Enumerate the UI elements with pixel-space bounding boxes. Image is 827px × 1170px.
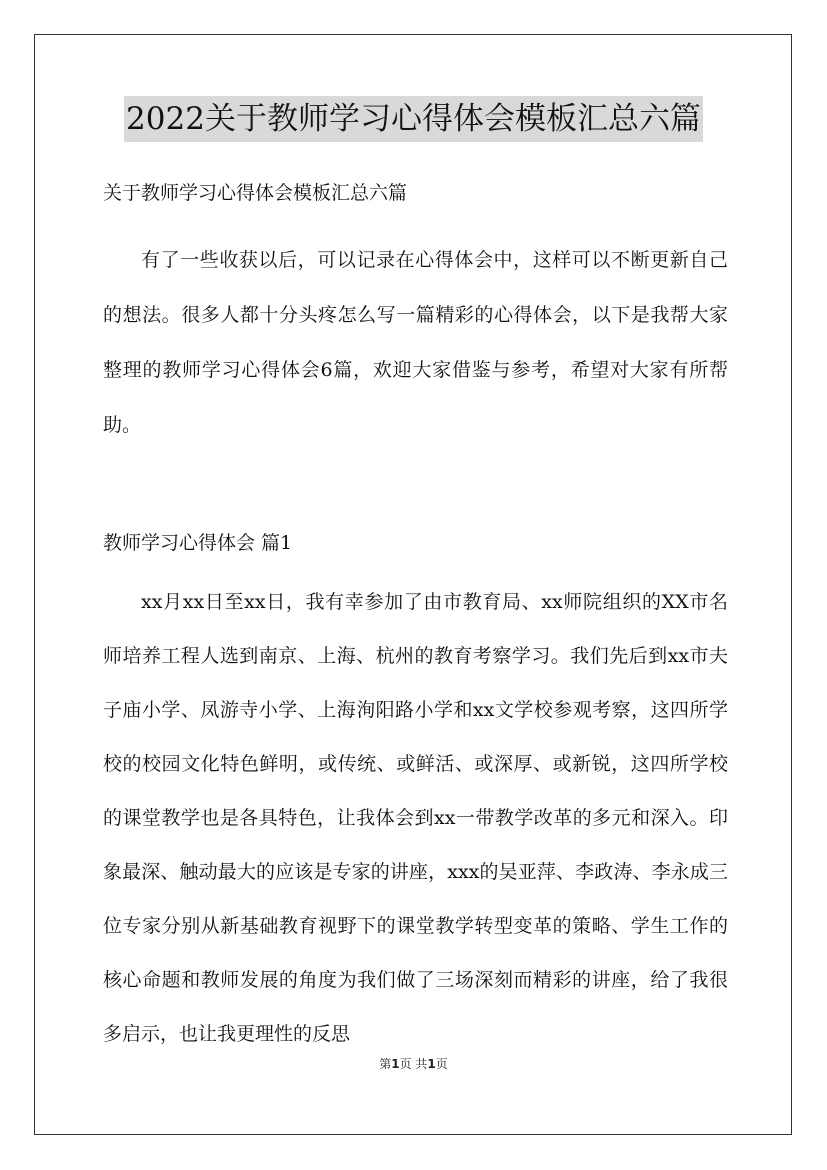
footer-page-total: 1 — [427, 1057, 436, 1071]
footer-suffix: 页 — [435, 1057, 448, 1071]
footer-page-number: 1 — [391, 1057, 400, 1071]
document-body — [103, 175, 728, 1061]
footer-middle: 页 共 — [399, 1057, 428, 1071]
section-heading: 教师学习心得体会 篇1 — [103, 532, 293, 554]
footer-prefix: 第 — [379, 1057, 392, 1071]
title-container — [0, 96, 827, 142]
page-footer — [0, 1055, 827, 1072]
document-title: 2022关于教师学习心得体会模板汇总六篇 — [124, 96, 703, 142]
document-subtitle: 关于教师学习心得体会模板汇总六篇 — [103, 182, 408, 204]
intro-paragraph: 有了一些收获以后，可以记录在心得体会中，这样可以不断更新自己的想法。很多人都十分头疼怎么写一篇精彩的心得体会，以下是我帮大家整理的教师学习心得体会6篇，欢迎大家借鉴与参考，希望对大家有所帮助。 — [103, 249, 728, 436]
section-paragraph: xx月xx日至xx日，我有幸参加了由市教育局、xx师院组织的XX市名师培养工程人选到南京、上海、杭州的教育考察学习。我们先后到xx市夫子庙小学、凤游寺小学、上海洵阳路小学和xx文学校参观考察，这四所学校的校园文化特色鲜明，或传统、或鲜活、或深厚、或新锐，这四所学校的课堂教学也是各具特色，让我体会到xx一带教学改革的多元和深入。印象最深、触动最大的应该是专家的讲座，xxx的吴亚萍、李政涛、李永成三位专家分别从新基础教育视野下的课堂教学转型变革的策略、学生工作的核心命题和教师发展的角度为我们做了三场深刻而精彩的讲座，给了我很多启示，也让我更理性的反思 — [103, 591, 728, 1045]
